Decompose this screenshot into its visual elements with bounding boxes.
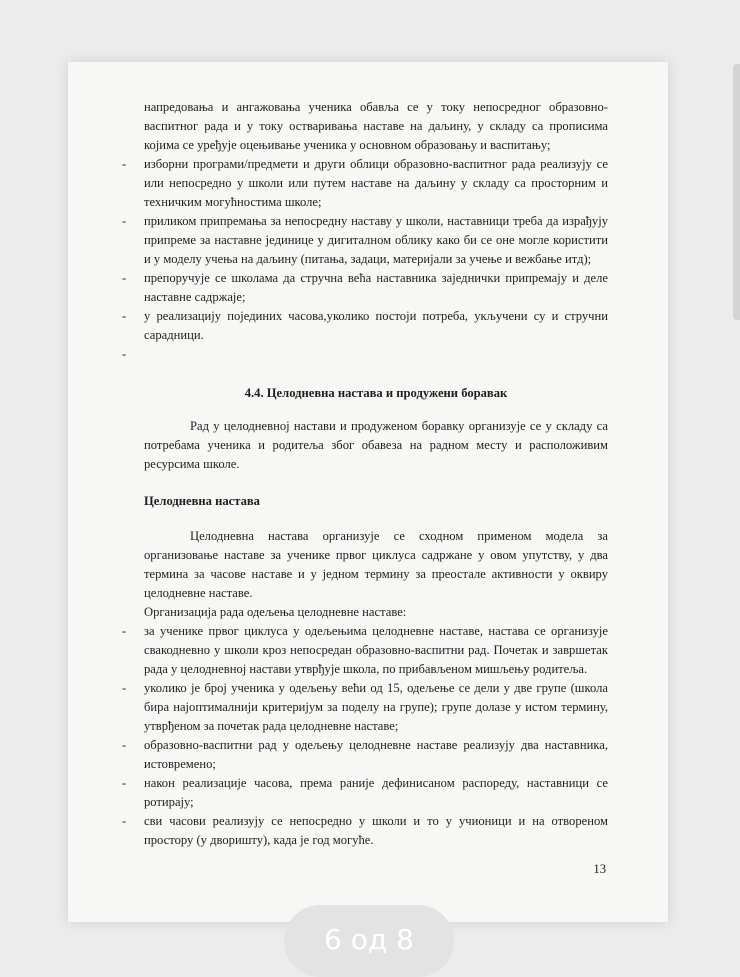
intro-text: напредовања и ангажовања ученика обавља се у току непосредног образовно-васпитног рада и у току остваривања наставе на даљину, у складу са прописима којима се уређује оцењивање ученика у основном образовању и васпитању; [144,100,608,152]
list-2 [122,622,608,850]
list-item-text: препоручује се школама да стручна већа наставника заједнички припремају и деле наставне садржаје; [144,271,608,304]
subheading: Целодневна настава [144,494,260,508]
bullet-dash: - [122,157,127,171]
list-item [122,736,608,774]
bullet-dash: - [122,271,127,285]
list-item [122,679,608,736]
page-number: 13 [593,862,606,876]
page-indicator: 6 од 8 [284,905,454,977]
bullet-dash: - [122,738,127,752]
list-item-text: за ученике првог циклуса у одељењима целодневне наставе, настава се организује свакодневно у школи кроз непосредан образовно-васпитни рад. Почетак и завршетак рада у целодневној настави утврђује школа, по прибављеном мишљењу родитеља. [144,624,608,676]
list-2-lead [144,603,608,622]
list-item [122,812,608,850]
list-item [122,212,608,269]
bullet-dash: - [122,814,127,828]
page-content [122,98,608,850]
list-item [122,155,608,212]
list-item-text: образовно-васпитни рад у одељењу целодневне наставе реализују два наставника, истовремено; [144,738,608,771]
list-item-text: уколико је број ученика у одељењу већи од 15, одељење се дели у две групе (школа бира најоптималнији критеријум за поделу на групе); групе долазе у истом термину, утврђеном за почетак рада целодневне наставе; [144,681,608,733]
list-item [122,622,608,679]
list-item-text: након реализације часова, према раније дефинисаном распореду, наставници се ротирају; [144,776,608,809]
section-paragraph: Рад у целодневној настави и продуженом боравку организује се у складу са потребама ученика и родитеља због обавеза на радном месту и расположивим ресурсима школе. [144,419,608,471]
document-page [68,62,668,922]
list-item-text: сви часови реализују се непосредно у школи и то у учионици и на отвореном простору (у дворишту), када је год могуће. [144,814,608,847]
list-item-empty [122,345,608,364]
list-item-text: у реализацију појединих часова,уколико постоји потреба, укључени су и стручни сарадници. [144,309,608,342]
list-item [122,269,608,307]
bullet-dash: - [122,214,127,228]
section-heading: 4.4. Целодневна настава и продужени боравак [244,386,508,400]
bullet-dash: - [122,347,127,361]
sub-paragraph: Целодневна настава организује се сходном применом модела за организовање наставе за ученике првог циклуса садржане у овом упутству, у два термина за часове наставе и у једном термину за преостале активности у оквиру целодневне наставе. [144,529,608,600]
bullet-dash: - [122,776,127,790]
list-item-text: приликом припремања за непосредну наставу у школи, наставници треба да израђују припреме за наставне јединице у дигиталном облику како би се оне могле користити и у моделу учења на даљину (питања, задаци, материјали за учење и вежбање итд); [144,214,608,266]
bullet-dash: - [122,681,127,695]
bullet-dash: - [122,624,127,638]
list-item [122,307,608,345]
scrollbar-handle[interactable] [733,64,740,320]
list-item-text: изборни програми/предмети и други облици образовно-васпитног рада реализују се или непосредно у школи или путем наставе на даљину у складу са просторним и техничким могућностима школе; [144,157,608,209]
list-2-lead-text: Организација рада одељења целодневне наставе: [144,605,407,619]
list-item [122,774,608,812]
bullet-dash: - [122,309,127,323]
list-1 [122,155,608,364]
